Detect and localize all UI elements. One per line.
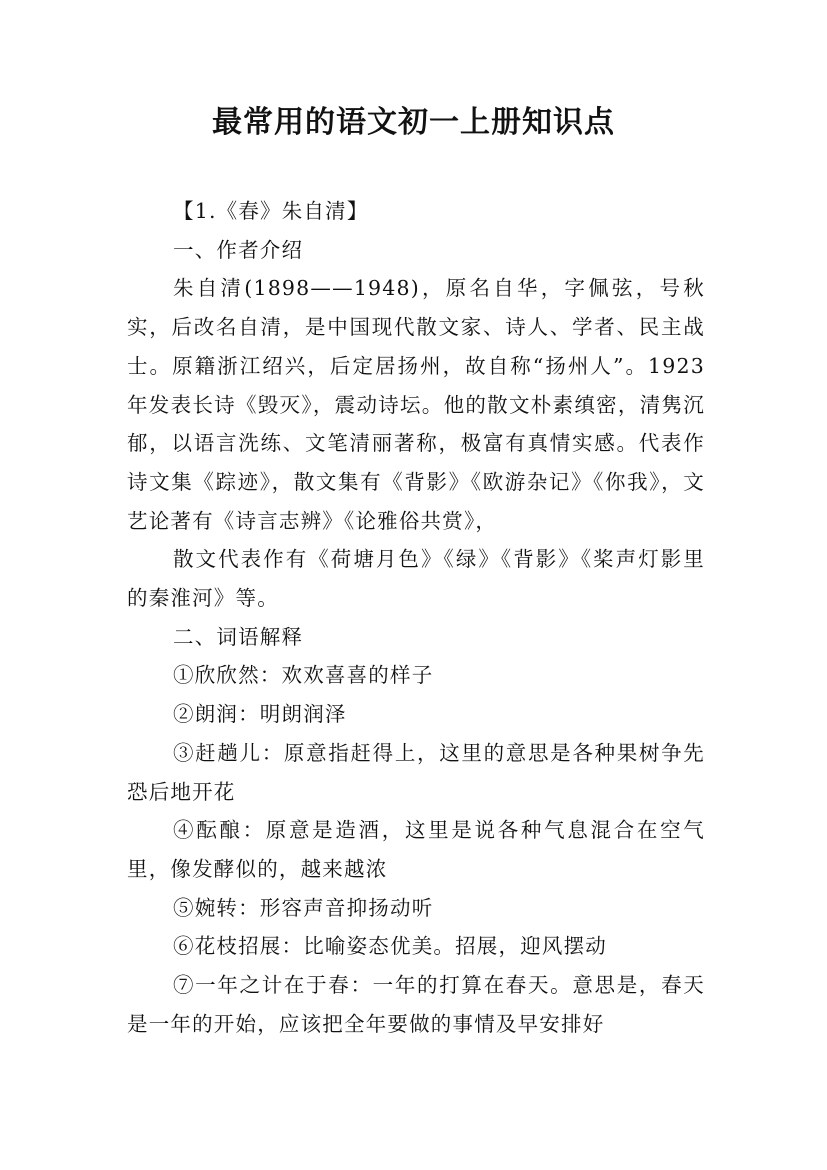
subheading-author-intro: 一、作者介绍 xyxy=(173,237,304,262)
vocab-item-7: ⑦一年之计在于春：一年的打算在春天。意思是，春天是一年的开始，应该把全年要做的事情及早安排好 xyxy=(127,973,705,1036)
document-body xyxy=(127,192,705,1043)
vocab-item-6: ⑥花枝招展：比喻姿态优美。招展，迎风摆动 xyxy=(173,934,607,959)
vocab-item-1: ①欣欣然：欢欢喜喜的样子 xyxy=(173,663,434,688)
paragraph-representative-works: 散文代表作有《荷塘月色》《绿》《背影》《桨声灯影里的秦淮河》等。 xyxy=(127,547,705,611)
vocab-item-3: ③赶趟儿：原意指赶得上，这里的意思是各种果树争先恐后地开花 xyxy=(127,740,705,804)
vocab-item-5: ⑤婉转：形容声音抑扬动听 xyxy=(173,895,434,920)
document-title: 最常用的语文初一上册知识点 xyxy=(212,105,615,140)
vocab-item-2: ②朗润：明朗润泽 xyxy=(173,702,347,727)
vocab-item-4: ④酝酿：原意是造酒，这里是说各种气息混合在空气里，像发酵似的，越来越浓 xyxy=(127,818,705,881)
paragraph-author-bio: 朱自清(1898——1948)，原名自华，字佩弦，号秋实，后改名自清，是中国现代散文家、诗人、学者、民主战士。原籍浙江绍兴，后定居扬州，故自称“扬州人”。1923年发表长诗《毁灭》，震动诗坛。他的散文朴素缜密，清隽沉郁，以语言洗练、文笔清丽著称，极富有真情实感。代表作诗文集《踪迹》，散文集有《背影》《欧游杂记》《你我》，文艺论著有《诗言志辨》《论雅俗共赏》， xyxy=(127,276,705,533)
subheading-vocabulary: 二、词语解释 xyxy=(173,624,304,649)
section-heading-lesson: 【1.《春》朱自清】 xyxy=(173,199,369,223)
